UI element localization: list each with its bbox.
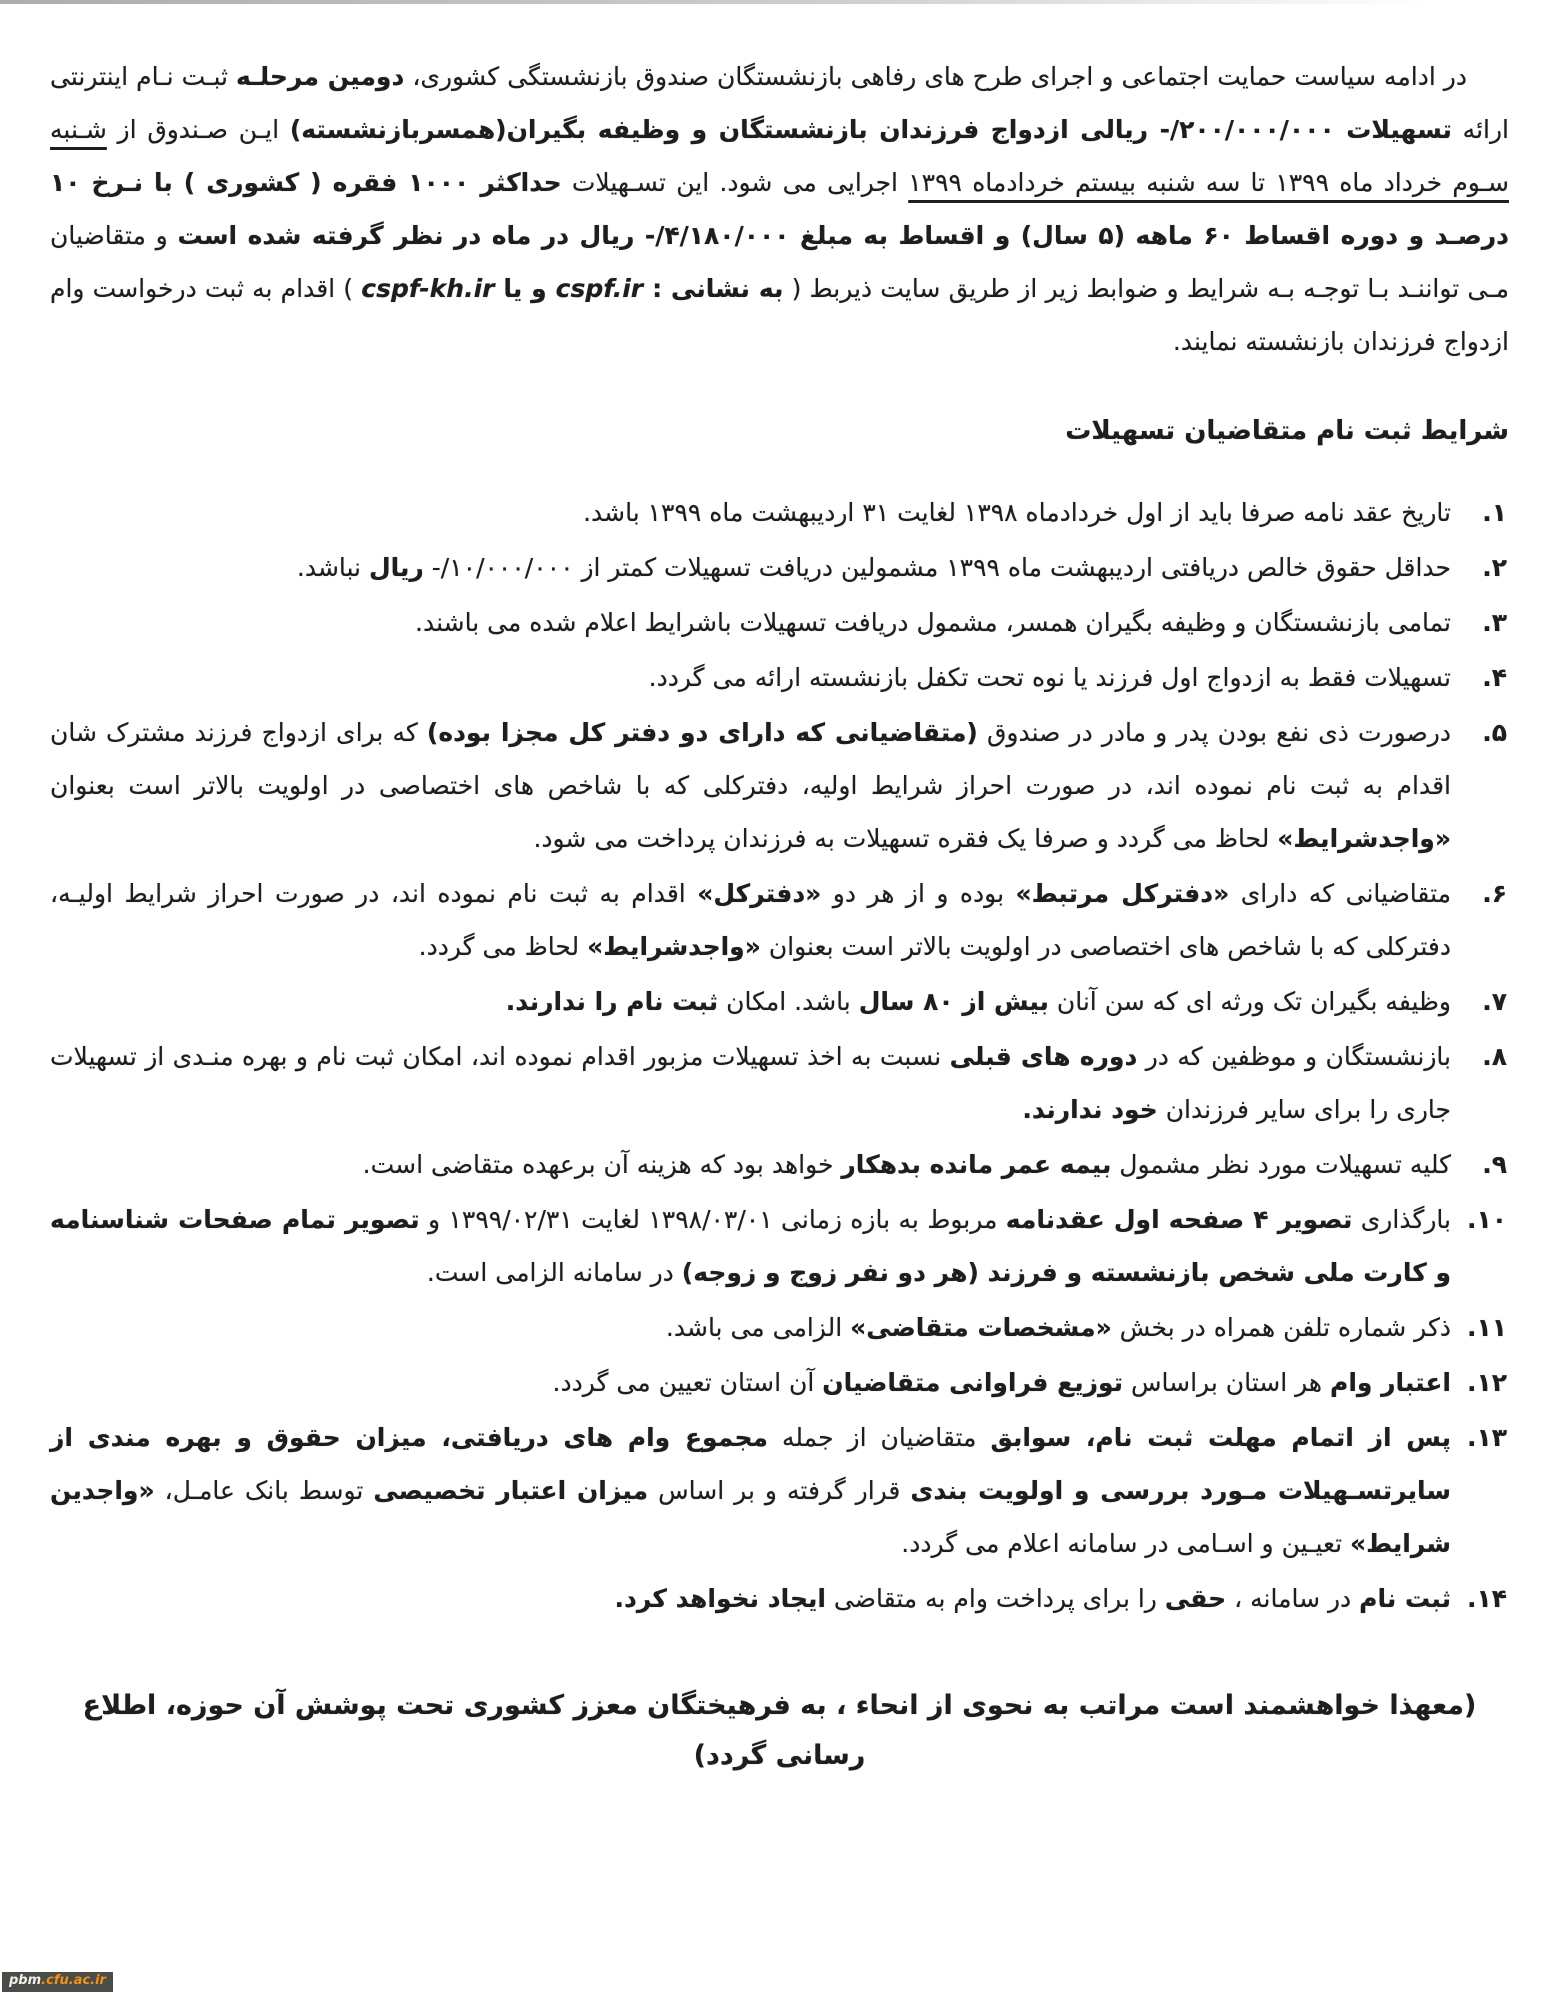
list-item bbox=[50, 867, 1509, 973]
item-text: تاریخ عقد نامه صرفا باید از اول خردادماه ۱۳۹۸ لغایت ۳۱ اردیبهشت ماه ۱۳۹۹ باشد. bbox=[583, 498, 1451, 527]
item-text: تمامی بازنشستگان و وظیفه بگیران همسر، مشمول دریافت تسهیلات باشرایط اعلام شده می باشند. bbox=[415, 608, 1451, 637]
item-number: ۳. bbox=[1482, 608, 1507, 637]
list-item bbox=[50, 486, 1509, 539]
item-number: ۱. bbox=[1482, 498, 1507, 527]
site-url-cspf-kh: cspf-kh.ir bbox=[361, 274, 495, 303]
date-range-end: ۱۳۹۹/۰۲/۳۱ bbox=[448, 1205, 573, 1234]
watermark-suffix: .cfu.ac.ir bbox=[41, 1973, 106, 1988]
list-item bbox=[50, 1193, 1509, 1299]
loan-amount: -/۲۰۰/۰۰۰/۰۰۰ bbox=[1159, 115, 1335, 144]
item-text: پس از اتمام مهلت ثبت نام، سوابق متقاضیان از جمله مجموع وام های دریافتی، میزان حقوق و بهره مندی از سایرتسـهیلات مـورد بررسی و اولویت بندی قرار گرفته و بر اساس میزان اعتبار تخصیصی توسط بانک عامـل، «واجدین شرایط» تعیـین و اسـامی در سامانه اعلام می گردد. bbox=[50, 1423, 1452, 1558]
list-item bbox=[50, 1411, 1509, 1570]
item-number: ۴. bbox=[1482, 663, 1507, 692]
item-text: درصورت ذی نفع بودن پدر و مادر در صندوق (متقاضیانی که دارای دو دفتر کل مجزا بوده) که برای ازدواج فرزند مشترک شان اقدام به ثبت نام نموده اند، در صورت احراز شرایط اولیه، دفترکلی که با شاخص های اختصاصی در اولویت بالاتر است بعنوان «واجدشرایط» لحاظ می گردد و صرفا یک فقره تسهیلات به فرزندان پرداخت می شود. bbox=[50, 718, 1451, 853]
item-number: ۵. bbox=[1482, 718, 1507, 747]
list-item bbox=[50, 651, 1509, 704]
item-text: ذکر شماره تلفن همراه در بخش «مشخصات متقاضی» الزامی می باشد. bbox=[665, 1313, 1451, 1342]
list-item bbox=[50, 541, 1509, 594]
registration-period: شـنبه سـوم خرداد ماه ۱۳۹۹ تا سه شنبه بیستم خردادماه ۱۳۹۹ bbox=[50, 115, 1509, 197]
list-item bbox=[50, 596, 1509, 649]
date-range-start: ۱۳۹۸/۰۳/۰۱ bbox=[648, 1205, 773, 1234]
item-number: ۱۲. bbox=[1466, 1368, 1507, 1397]
list-item bbox=[50, 706, 1509, 865]
installment-amount: -/۴/۱۸۰/۰۰۰ bbox=[644, 221, 790, 250]
item-text: تسهیلات فقط به ازدواج اول فرزند یا نوه تحت تکفل بازنشسته ارائه می گردد. bbox=[648, 663, 1451, 692]
item-text: حداقل حقوق خالص دریافتی اردیبهشت ماه ۱۳۹۹ مشمولین دریافت تسهیلات کمتر از -/۱۰/۰۰۰/۰۰۰ ریال نباشد. bbox=[296, 553, 1451, 582]
item-number: ۱۰. bbox=[1466, 1205, 1507, 1234]
item-text: کلیه تسهیلات مورد نظر مشمول بیمه عمر مانده بدهکار خواهد بود که هزینه آن برعهده متقاضی است. bbox=[362, 1150, 1451, 1179]
watermark-prefix: pbm bbox=[9, 1973, 42, 1988]
list-item bbox=[50, 1030, 1509, 1136]
item-number: ۱۳. bbox=[1466, 1423, 1507, 1452]
list-item bbox=[50, 1138, 1509, 1191]
item-number: ۱۱. bbox=[1466, 1313, 1507, 1342]
watermark-badge bbox=[2, 1972, 113, 1992]
item-text: بارگذاری تصویر ۴ صفحه اول عقدنامه مربوط به بازه زمانی ۱۳۹۸/۰۳/۰۱ لغایت ۱۳۹۹/۰۲/۳۱ و تصویر تمام صفحات شناسنامه و کارت ملی شخص بازنشسته و فرزند (هر دو نفر زوج و زوجه) در سامانه الزامی است. bbox=[50, 1205, 1451, 1287]
item-text: ثبت نام در سامانه ، حقی را برای پرداخت وام به متقاضی ایجاد نخواهد کرد. bbox=[614, 1584, 1451, 1613]
item-number: ۲. bbox=[1482, 553, 1507, 582]
minimum-salary: -/۱۰/۰۰۰/۰۰۰ bbox=[431, 553, 574, 582]
conditions-list bbox=[50, 486, 1509, 1625]
site-url-cspf: cspf.ir bbox=[555, 274, 644, 303]
item-text: وظیفه بگیران تک ورثه ای که سن آنان بیش از ۸۰ سال باشد. امکان ثبت نام را ندارند. bbox=[505, 987, 1451, 1016]
closing-note: (معهذا خواهشمند است مراتب به نحوی از انحاء ، به فرهیختگان معزز کشوری تحت پوشش آن حوزه، اطلاع رسانی گردد) bbox=[82, 1690, 1477, 1771]
item-number: ۷. bbox=[1482, 987, 1507, 1016]
item-text: اعتبار وام هر استان براساس توزیع فراوانی متقاضیان آن استان تعیین می گردد. bbox=[552, 1368, 1451, 1397]
list-item bbox=[50, 1301, 1509, 1354]
item-number: ۶. bbox=[1482, 879, 1507, 908]
item-number: ۸. bbox=[1482, 1042, 1507, 1071]
item-number: ۱۴. bbox=[1466, 1584, 1507, 1613]
item-text: متقاضیانی که دارای «دفترکل مرتبط» بوده و از هر دو «دفترکل» اقدام به ثبت نام نموده اند، در صورت احراز شرایط اولیـه، دفترکلی که با شاخص های اختصاصی در اولویت بالاتر است بعنوان «واجدشرایط» لحاظ می گردد. bbox=[50, 879, 1452, 961]
item-number: ۹. bbox=[1482, 1150, 1507, 1179]
intro-paragraph: در ادامه سیاست حمایت اجتماعی و اجرای طرح های رفاهی بازنشستگان صندوق بازنشستگی کشوری، دومین مرحلـه ثبـت نـام اینترنتی ارائه تسهیلات -/۲۰۰/۰۰۰/۰۰۰ ریالی ازدواج فرزندان بازنشستگان و وظیفه بگیران(همسربازنشسته) ایـن صـندوق از شـنبه سـوم خرداد ماه ۱۳۹۹ تا سه شنبه بیستم خردادماه ۱۳۹۹ اجرایی می شود. این تسـهیلات حداکثر ۱۰۰۰ فقره ( کشوری ) با نـرخ ۱۰ درصـد و دوره اقساط ۶۰ ماهه (۵ سال) و اقساط به مبلغ -/۴/۱۸۰/۰۰۰ ریال در ماه در نظر گرفته شده است و متقاضیان مـی تواننـد بـا توجـه بـه شرایط و ضوابط زیر از طریق سایت ذیربط ( به نشانی : cspf.ir و یا cspf-kh.ir ) اقدام به ثبت درخواست وام ازدواج فرزندان بازنشسته نمایند. bbox=[50, 62, 1510, 356]
section-title: شرایط ثبت نام متقاضیان تسهیلات bbox=[1065, 416, 1509, 446]
list-item bbox=[50, 1356, 1509, 1409]
list-item bbox=[50, 975, 1509, 1028]
list-item bbox=[50, 1572, 1509, 1625]
item-text: بازنشستگان و موظفین که در دوره های قبلی نسبت به اخذ تسهیلات مزبور اقدام نموده اند، امکان ثبت نام و بهره منـدی از تسهیلات جاری را برای سایر فرزندان خود ندارند. bbox=[50, 1042, 1452, 1124]
